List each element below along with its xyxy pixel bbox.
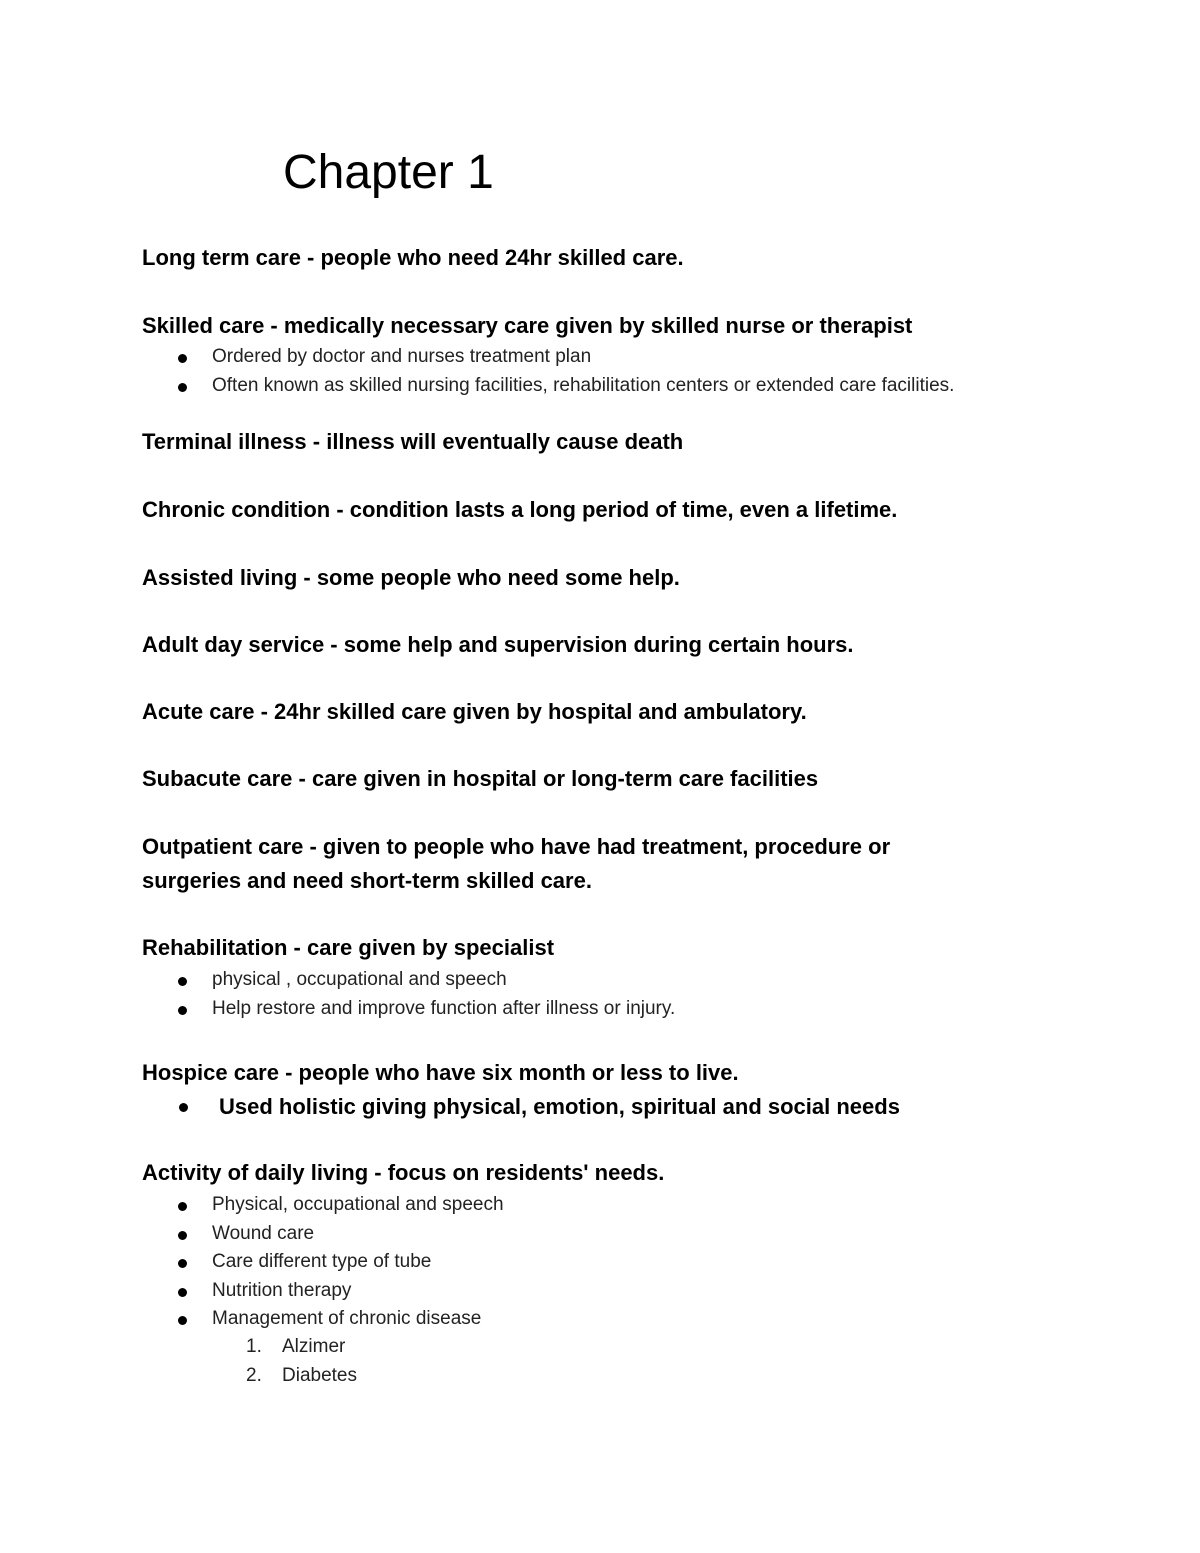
bullet-text: Management of chronic disease — [212, 1308, 482, 1329]
chronic-disease-numbered-list — [246, 1333, 357, 1390]
bullet-text: Help restore and improve function after illness or injury. — [212, 997, 676, 1019]
term-activity-daily-living: Activity of daily living - focus on residents' needs. — [142, 1160, 665, 1185]
skilled-care-bullets — [142, 343, 954, 400]
list-item — [142, 1090, 900, 1124]
bullet-icon — [179, 1103, 188, 1112]
list-item — [142, 343, 954, 372]
list-item-text: Diabetes — [282, 1364, 357, 1386]
bullet-icon — [178, 1288, 187, 1297]
rehabilitation-bullets — [142, 966, 675, 1023]
list-item — [246, 1333, 357, 1362]
term-outpatient-care-line2: surgeries and need short-term skilled care. — [142, 868, 592, 893]
list-item — [142, 1191, 504, 1220]
list-item — [142, 1248, 504, 1277]
hospice-care-bullets — [142, 1090, 900, 1124]
list-item — [142, 372, 954, 401]
list-item — [142, 1305, 504, 1334]
bullet-icon — [178, 354, 187, 363]
list-item — [142, 1277, 504, 1306]
bullet-icon — [178, 383, 187, 392]
list-item — [246, 1362, 357, 1391]
list-number: 1. — [246, 1336, 262, 1357]
list-item — [142, 1220, 504, 1249]
list-number: 2. — [246, 1364, 262, 1386]
term-acute-care: Acute care - 24hr skilled care given by hospital and ambulatory. — [142, 699, 807, 724]
bullet-text: Nutrition therapy — [212, 1279, 352, 1301]
term-long-term-care: Long term care - people who need 24hr skilled care. — [142, 245, 684, 270]
term-outpatient-care-line1: Outpatient care - given to people who have had treatment, procedure or — [142, 834, 891, 859]
bullet-icon — [178, 1259, 187, 1268]
term-skilled-care: Skilled care - medically necessary care given by skilled nurse or therapist — [142, 313, 913, 338]
bullet-icon — [178, 1202, 187, 1211]
activity-daily-living-bullets — [142, 1191, 504, 1334]
page-title: Chapter 1 — [283, 146, 494, 199]
bullet-text: physical , occupational and speech — [212, 969, 507, 990]
list-item — [142, 966, 675, 995]
bullet-text: Often known as skilled nursing facilities, rehabilitation centers or extended care facilities. — [212, 374, 955, 396]
term-hospice-care: Hospice care - people who have six month or less to live. — [142, 1060, 739, 1085]
list-item-text: Alzimer — [282, 1336, 346, 1357]
bullet-icon — [178, 1316, 187, 1325]
bullet-icon — [178, 977, 187, 986]
term-adult-day-service: Adult day service - some help and supervision during certain hours. — [142, 632, 854, 657]
bullet-text: Used holistic giving physical, emotion, spiritual and social needs — [219, 1094, 900, 1119]
bullet-text: Ordered by doctor and nurses treatment plan — [212, 346, 592, 367]
list-item — [142, 995, 675, 1024]
term-terminal-illness: Terminal illness - illness will eventually cause death — [142, 429, 684, 454]
bullet-text: Physical, occupational and speech — [212, 1194, 504, 1215]
term-assisted-living: Assisted living - some people who need some help. — [142, 565, 680, 590]
bullet-icon — [178, 1006, 187, 1015]
term-chronic-condition: Chronic condition - condition lasts a long period of time, even a lifetime. — [142, 497, 898, 522]
bullet-text: Care different type of tube — [212, 1251, 432, 1272]
term-subacute-care: Subacute care - care given in hospital or long-term care facilities — [142, 766, 819, 791]
term-rehabilitation: Rehabilitation - care given by specialist — [142, 935, 555, 960]
bullet-text: Wound care — [212, 1222, 315, 1244]
bullet-icon — [178, 1231, 187, 1240]
